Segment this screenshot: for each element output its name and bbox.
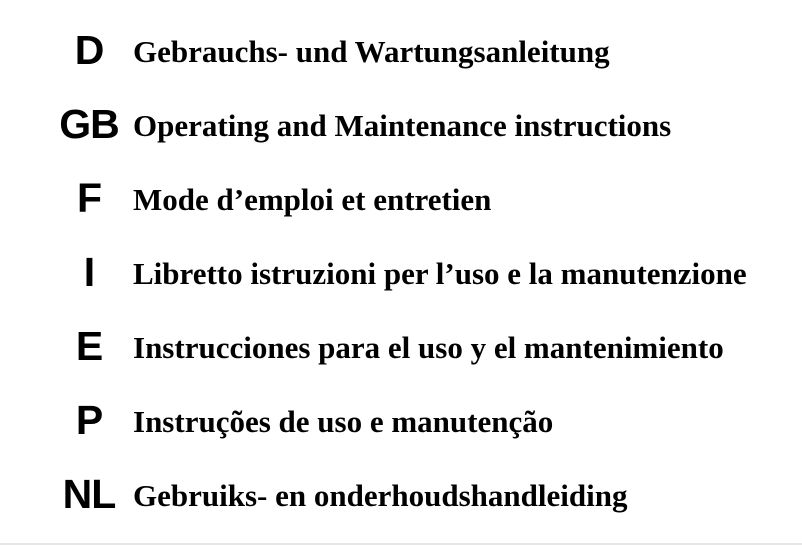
page-bottom-divider: [0, 543, 802, 545]
language-code-gb: GB: [59, 100, 119, 147]
language-row-german: [0, 13, 802, 87]
language-row-portuguese: [0, 383, 802, 457]
manual-title-french: Mode d’emploi et entretien: [133, 181, 492, 217]
language-row-dutch: [0, 457, 802, 531]
language-row-spanish: [0, 309, 802, 383]
language-row-french: [0, 161, 802, 235]
manual-title-german: Gebrauchs- und Wartungsanleitung: [133, 33, 610, 69]
language-row-italian: [0, 235, 802, 309]
manual-title-english: Operating and Maintenance instructions: [133, 107, 672, 143]
language-row-english: [0, 87, 802, 161]
language-code-f: F: [76, 174, 102, 221]
language-code-nl: NL: [62, 470, 116, 517]
manual-title-portuguese: Instruções de uso e manutenção: [133, 403, 554, 439]
language-code-p: P: [75, 396, 103, 443]
manual-title-dutch: Gebruiks- en onderhoudshandleiding: [133, 477, 628, 513]
manual-title-italian: Libretto istruzioni per l’uso e la manutenzione: [133, 255, 747, 291]
language-code-i: I: [83, 248, 95, 295]
language-code-d: D: [74, 26, 104, 73]
manual-title-spanish: Instrucciones para el uso y el mantenimiento: [133, 329, 724, 365]
language-code-e: E: [75, 322, 103, 369]
